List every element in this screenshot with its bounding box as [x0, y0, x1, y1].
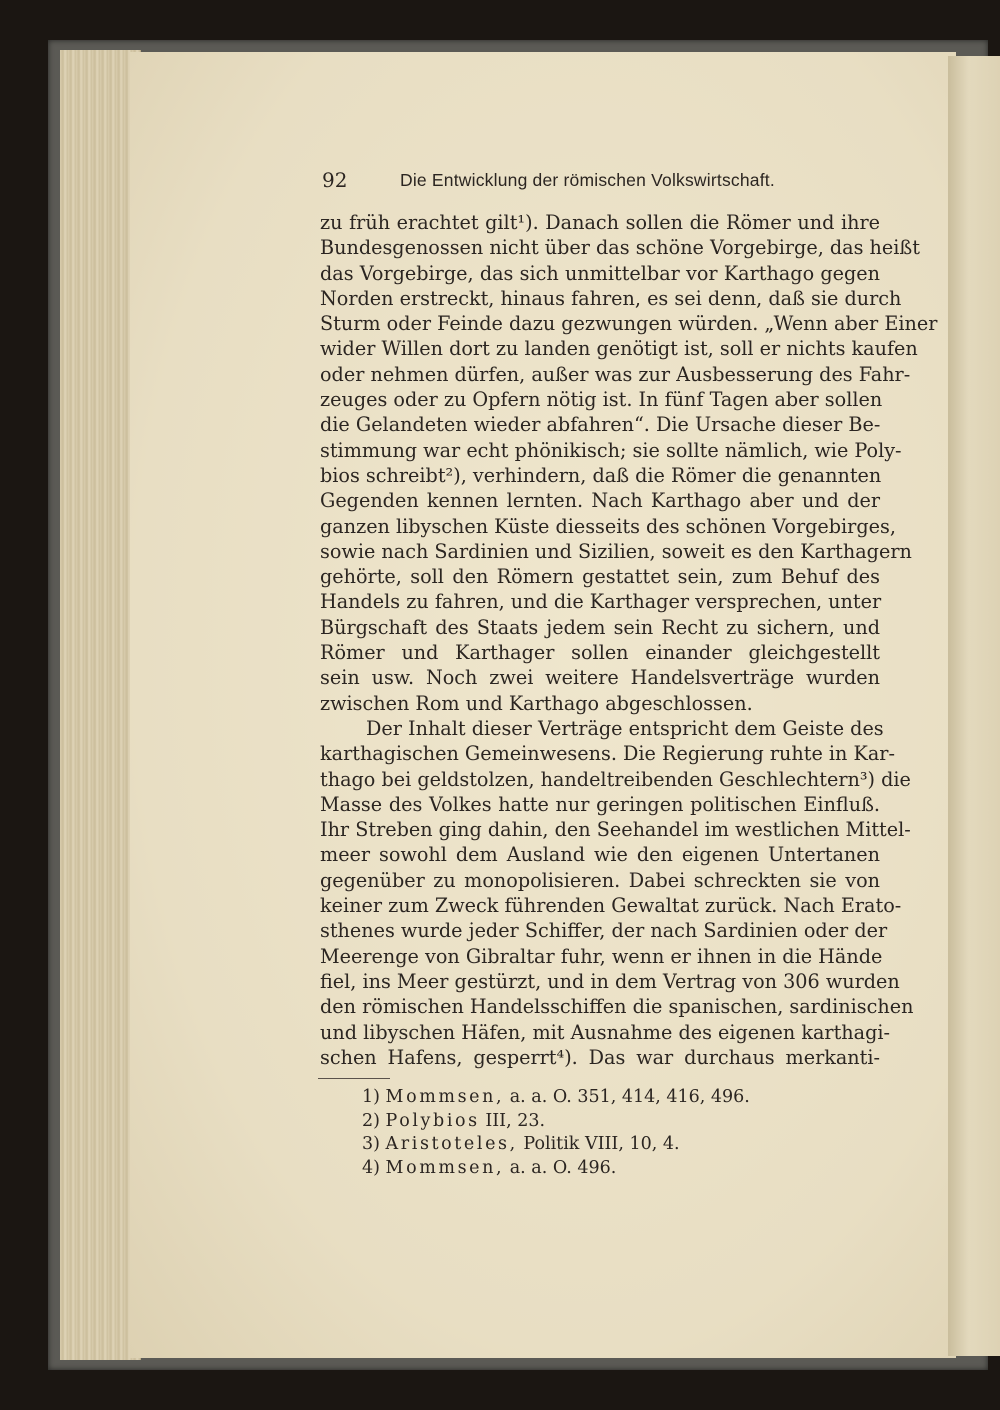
text-line: meer sowohl dem Ausland wie den eigenen Untertanen — [320, 843, 880, 867]
page-header — [322, 168, 882, 198]
text-line: das Vorgebirge, das sich unmittelbar vor Karthago gegen — [320, 261, 880, 285]
footnote-author: Polybios — [385, 1110, 480, 1131]
footnote-divider — [318, 1078, 390, 1079]
text-line: Meerenge von Gibraltar fuhr, wenn er ihnen in die Hände — [320, 944, 883, 968]
text-line: Masse des Volkes hatte nur geringen politischen Einfluß. — [320, 792, 880, 816]
footnote-reference: a. a. O. 351, 414, 416, 496. — [509, 1087, 750, 1107]
text-line: keiner zum Zweck führenden Gewaltat zurück. Nach Erato- — [320, 894, 902, 918]
text-line: die Gelandeten wieder abfahren“. Die Ursache dieser Be- — [320, 413, 881, 437]
footnote — [362, 1133, 862, 1157]
footnote — [362, 1110, 862, 1134]
text-line: gegenüber zu monopolisieren. Dabei schreckten sie von — [320, 868, 880, 892]
footnote-number: 1) — [362, 1087, 380, 1107]
text-line: Ihr Streben ging dahin, den Seehandel im westlichen Mittel- — [320, 818, 911, 842]
text-line: Sturm oder Feinde dazu gezwungen würden. „Wenn aber Einer — [320, 312, 938, 336]
text-line: Römer und Karthager sollen einander gleichgestellt — [320, 641, 880, 665]
footnotes — [362, 1086, 862, 1180]
text-line: sein usw. Noch zwei weitere Handelsverträge wurden — [320, 666, 880, 690]
text-line: oder nehmen dürfen, außer was zur Ausbesserung des Fahr- — [320, 362, 911, 386]
page-edges — [60, 50, 141, 1360]
text-line: gehörte, soll den Römern gestattet sein, zum Behuf des — [320, 565, 880, 589]
text-line: sowie nach Sardinien und Sizilien, soweit es den Karthagern — [320, 539, 912, 563]
text-line: wider Willen dort zu landen genötigt ist, soll er nichts kaufen — [320, 337, 918, 361]
text-line: und libyschen Häfen, mit Ausnahme des eigenen karthagi- — [320, 1020, 890, 1044]
footnote-number: 3) — [362, 1134, 380, 1155]
text-line: schen Hafens, gesperrt⁴). Das war durchaus merkanti- — [320, 1045, 880, 1069]
text-line: zu früh erachtet gilt¹). Danach sollen die Römer und ihre — [320, 211, 880, 234]
footnote-author: Mommsen, — [385, 1157, 505, 1178]
footnote-reference: Politik VIII, 10, 4. — [523, 1134, 680, 1155]
text-line: Bundesgenossen nicht über das schöne Vorgebirge, das heißt — [320, 236, 920, 260]
footnote-author: Mommsen, — [385, 1087, 505, 1107]
footnote-author: Aristoteles, — [385, 1134, 518, 1155]
text-line: zwischen Rom und Karthago abgeschlossen. — [320, 691, 753, 715]
text-line: karthagischen Gemeinwesens. Die Regierung ruhte in Kar- — [320, 742, 895, 766]
text-line: Handels zu fahren, und die Karthager versprechen, unter — [320, 590, 882, 614]
paragraph-start-line: Der Inhalt dieser Verträge entspricht dem Geiste des — [366, 716, 884, 740]
text-line: stimmung war echt phönikisch; sie sollte nämlich, wie Poly- — [320, 438, 902, 462]
page-number: 92 — [322, 168, 348, 192]
facing-page-edge — [948, 56, 1000, 1356]
text-line: zeuges oder zu Opfern nötig ist. In fünf Tagen aber sollen — [320, 388, 883, 412]
text-line: fiel, ins Meer gestürzt, und in dem Vertrag von 306 wurden — [320, 969, 900, 993]
text-line: bios schreibt²), verhindern, daß die Römer die genannten — [320, 463, 882, 487]
footnote — [362, 1086, 862, 1110]
footnote — [362, 1157, 862, 1181]
running-head: Die Entwicklung der römischen Volkswirtschaft. — [400, 170, 775, 190]
text-line: Norden erstreckt, hinaus fahren, es sei denn, daß sie durch — [320, 286, 902, 310]
text-line: Bürgschaft des Staats jedem sein Recht zu sichern, und — [320, 615, 880, 639]
text-line: ganzen libyschen Küste diesseits des schönen Vorgebirges, — [320, 514, 896, 538]
text-line: thago bei geldstolzen, handeltreibenden Geschlechtern³) die — [320, 767, 911, 791]
body-text — [320, 210, 938, 1070]
text-line: sthenes wurde jeder Schiffer, der nach Sardinien oder der — [320, 919, 888, 943]
text-line: den römischen Handelsschiffen die spanischen, sardinischen — [320, 995, 914, 1019]
footnote-reference: a. a. O. 496. — [509, 1157, 617, 1178]
footnote-number: 2) — [362, 1110, 380, 1131]
footnote-reference: III, 23. — [485, 1110, 546, 1131]
footnote-number: 4) — [362, 1157, 380, 1178]
text-line: Gegenden kennen lernten. Nach Karthago aber und der — [320, 489, 880, 513]
